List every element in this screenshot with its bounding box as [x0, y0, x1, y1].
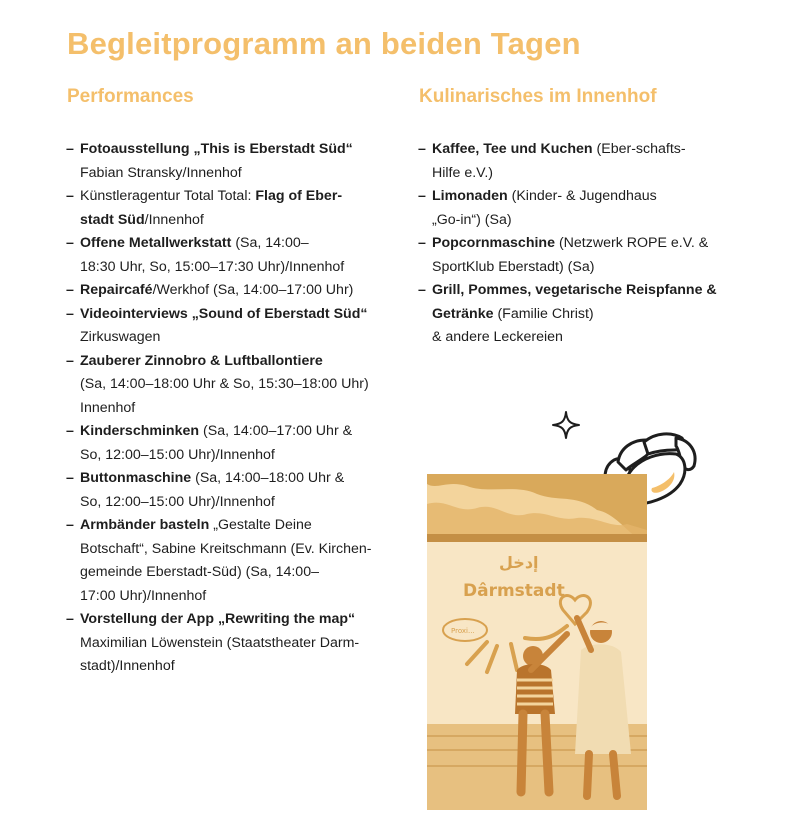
list-item: – Limonaden (Kinder- & Jugendhaus „Go-in“) (Sa): [419, 185, 759, 232]
list-item: – Kaffee, Tee und Kuchen (Eber-schafts- Hilfe e.V.): [419, 138, 759, 185]
list-item: – Buttonmaschine (Sa, 14:00–18:00 Uhr & So, 12:00–15:00 Uhr)/Innenhof: [67, 467, 397, 514]
event-photo: [427, 474, 647, 810]
sign-latin-text: Dârmstadt: [463, 581, 565, 601]
list-item: – Popcornmaschine (Netzwerk ROPE e.V. & SportKlub Eberstadt) (Sa): [419, 232, 759, 279]
list-item: – Repaircafé/Werkhof (Sa, 14:00–17:00 Uhr): [67, 279, 397, 303]
list-item: – Künstleragentur Total Total: Flag of Eber- stadt Süd/Innenhof: [67, 185, 397, 232]
list-item: – Vorstellung der App „Rewriting the map“ Maximilian Löwenstein (Staatstheater Darm- stadt)/Innenhof: [67, 608, 397, 679]
performances-heading: Performances: [67, 86, 194, 107]
performances-list: [67, 138, 397, 679]
culinary-section: [419, 86, 759, 350]
list-item: – Fotoausstellung „This is Eberstadt Süd“ Fabian Stransky/Innenhof: [67, 138, 397, 185]
list-item: – Videointerviews „Sound of Eberstadt Süd“ Zirkuswagen: [67, 303, 397, 350]
page-title: Begleitprogramm an beiden Tagen: [67, 26, 581, 61]
list-item: – Grill, Pommes, vegetarische Reispfanne & Getränke (Familie Christ) & andere Leckereien: [419, 279, 759, 350]
list-item: – Zauberer Zinnobro & Luftballontiere (Sa, 14:00–18:00 Uhr & So, 15:30–18:00 Uhr) Innenhof: [67, 350, 397, 421]
list-item: – Armbänder basteln „Gestalte Deine Botschaft“, Sabine Kreitschmann (Ev. Kirchen- gemeinde Eberstadt-Süd) (Sa, 14:00– 17:00 Uhr)/Innenhof: [67, 514, 397, 608]
sparkle-icon: [551, 410, 581, 440]
culinary-list: [419, 138, 759, 350]
list-item: – Offene Metallwerkstatt (Sa, 14:00– 18:30 Uhr, So, 15:00–17:30 Uhr)/Innenhof: [67, 232, 397, 279]
performances-section: [67, 86, 397, 679]
sign-arabic-text: إدخل: [499, 553, 539, 572]
culinary-heading: Kulinarisches im Innenhof: [419, 86, 657, 107]
list-item: – Kinderschminken (Sa, 14:00–17:00 Uhr & So, 12:00–15:00 Uhr)/Innenhof: [67, 420, 397, 467]
photo-illustration: [427, 474, 647, 810]
small-sign-text: Proxi...: [451, 627, 475, 635]
